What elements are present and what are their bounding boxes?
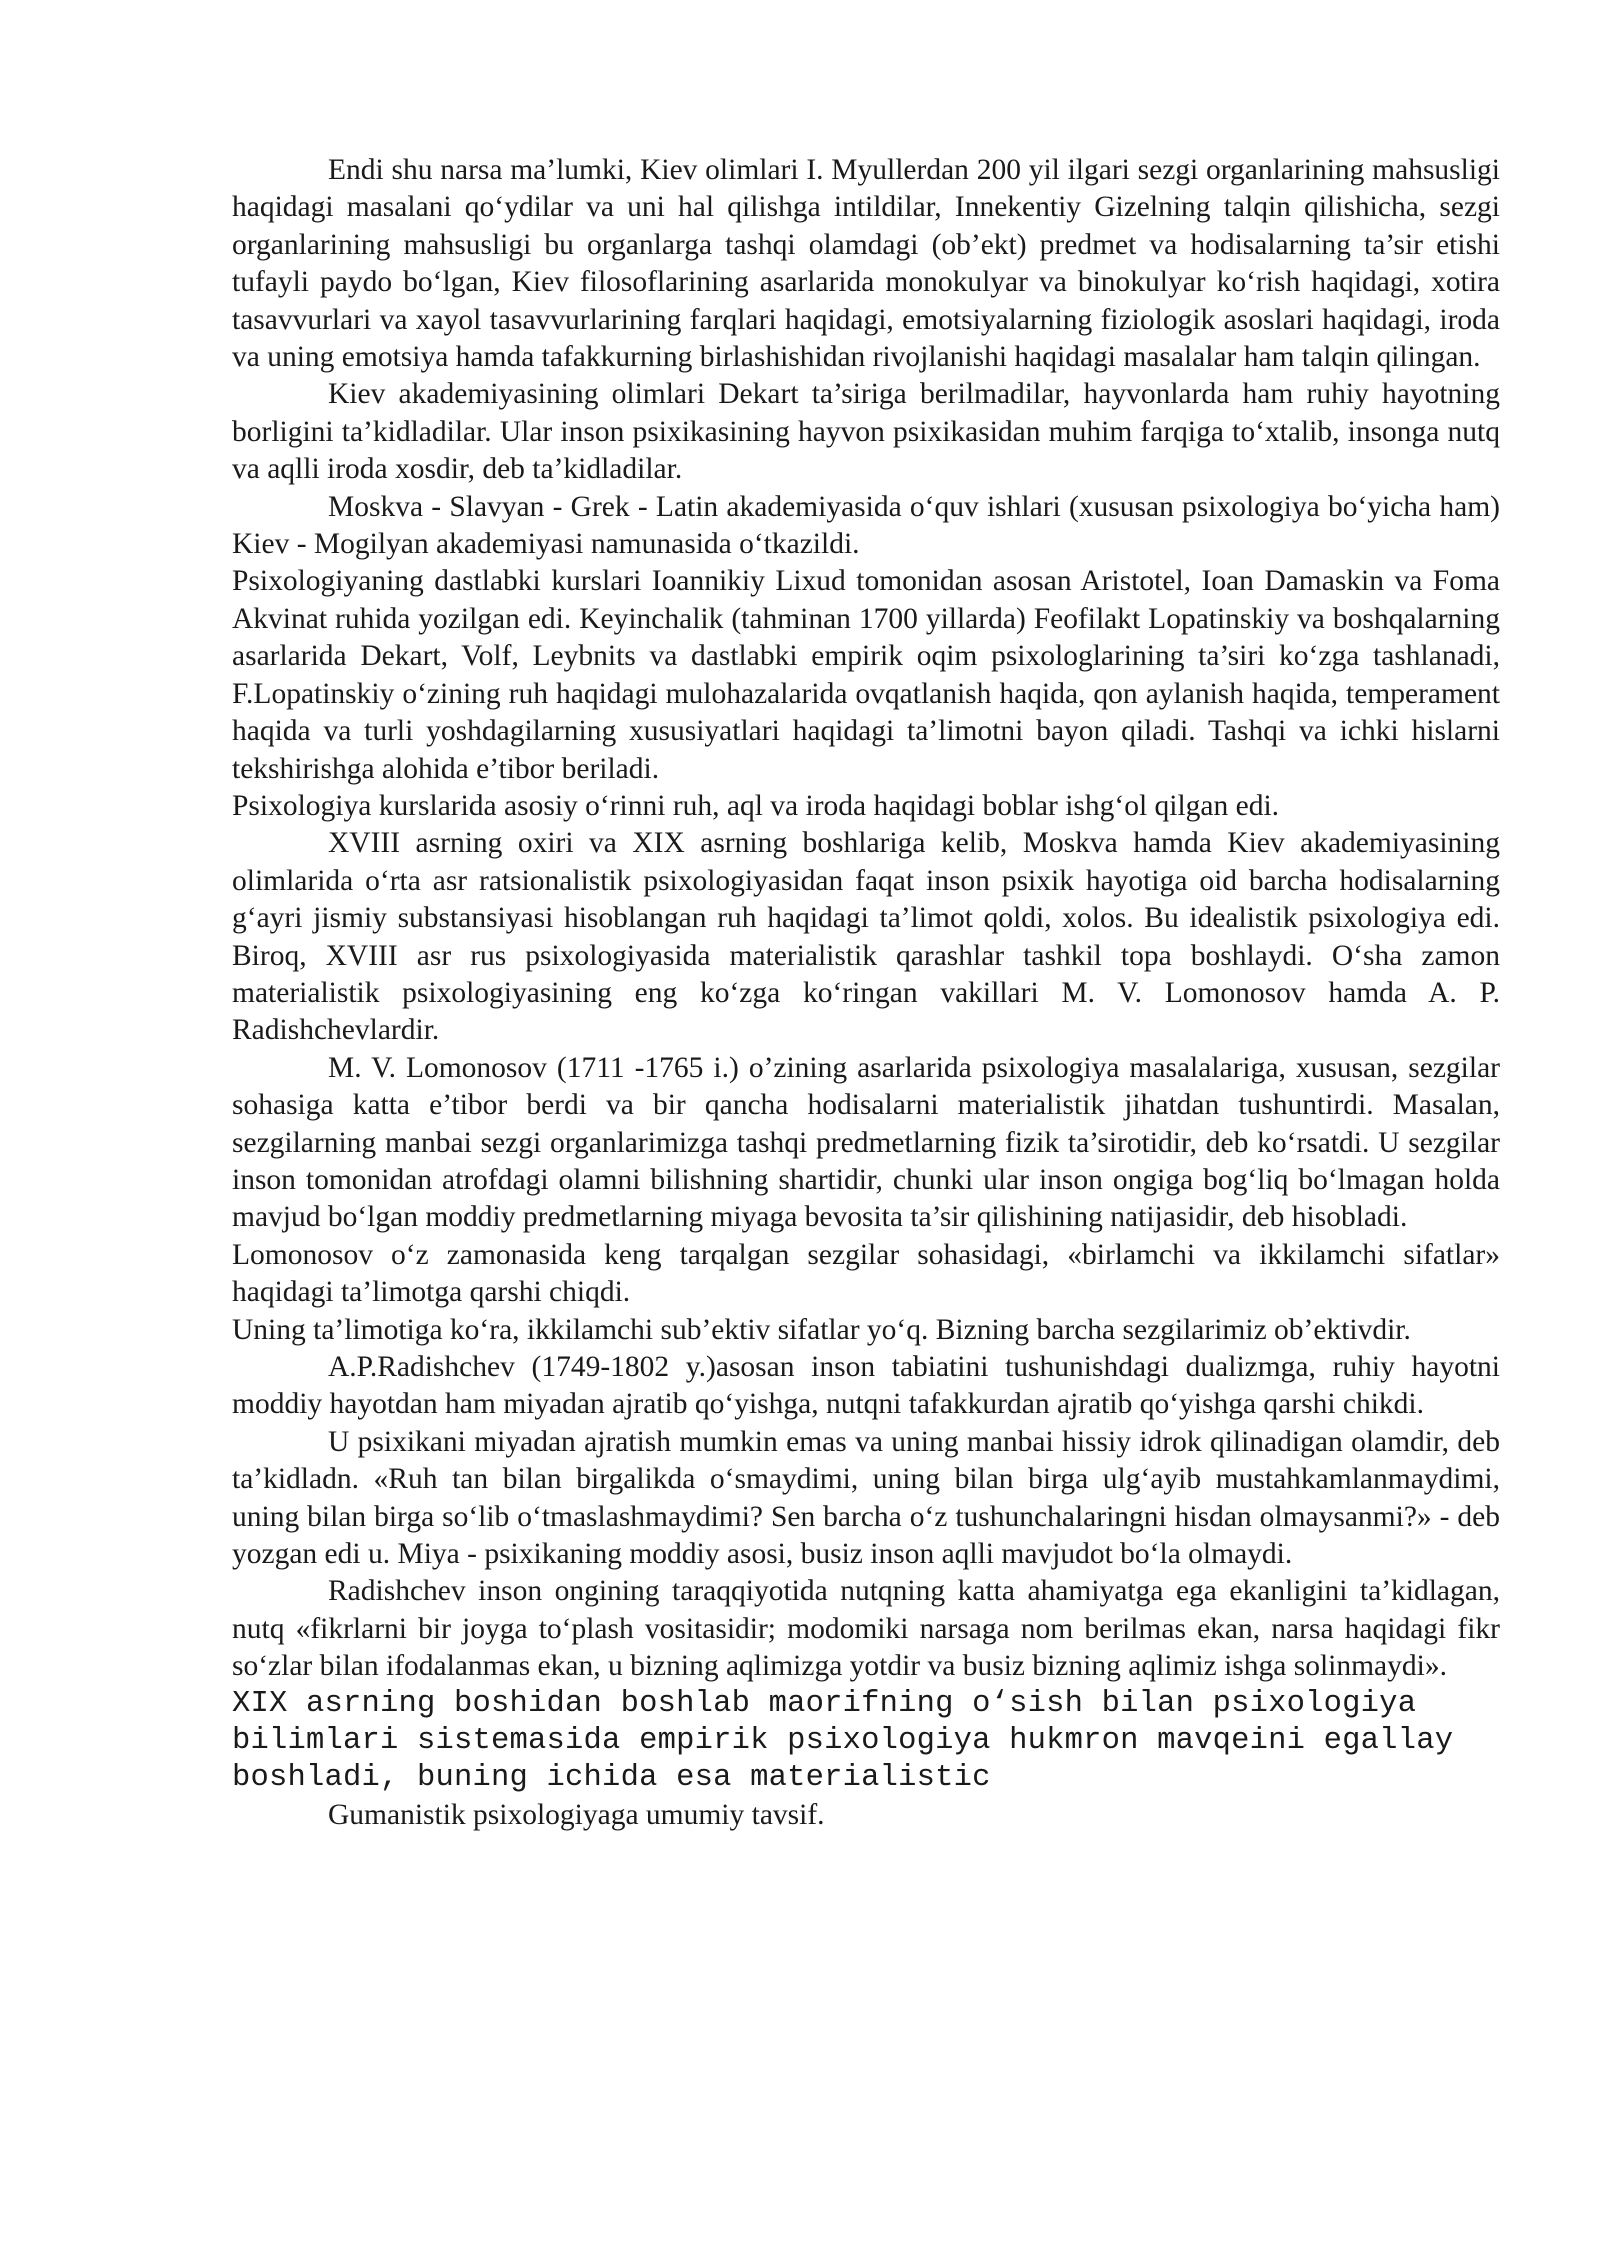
section-heading-humanistic: Gumanistik psixologiyaga umumiy tavsif. bbox=[328, 1798, 825, 1831]
paragraph-lomonosov: M. V. Lomonosov (1711 -1765 i.) o’zining asarlarida psixologiya masalalariga, xususan, sezgilar sohasiga katta e’tibor berdi va bir qancha hodisalarni materialistik jihatdan tushuntirdi. Masalan, sezgilarning manbai sezgi organlarimizga tashqi predmetlarning fizik ta’sirotidir, deb ko‘rsatdi. U sezgilar inson tomonidan atrofdagi olamni bilishning shartidir, chunki ular inson ongiga bog‘liq bo‘lmagan holda mavjud bo‘lgan moddiy predmetlarning miyaga bevosita ta’sir qilishining natijasidir, deb hisobladi. bbox=[232, 1051, 1500, 1234]
paragraph-course-topics: Psixologiya kurslarida asosiy o‘rinni ruh, aql va iroda haqidagi boblar ishg‘ol qilgan edi. bbox=[232, 789, 1280, 822]
paragraph-lomonosov-qualities: Lomonosov o‘z zamonasida keng tarqalgan sezgilar sohasidagi, «birlamchi va ikkilamchi sifatlar» haqidagi ta’limotga qarshi chiqdi. bbox=[232, 1238, 1500, 1309]
paragraph-radishchev-psyche: U psixikani miyadan ajratish mumkin emas va uning manbai hissiy idrok qilinadigan olamdir, deb ta’kidladn. «Ruh tan bilan birgalikda o‘smaydimi, uning bilan birga ulg‘ayib mustahkamlanmaydimi, uning bilan birga so‘lib o‘tmaslashmaydimi? Sen barcha o‘z tushunchalaringni hisdan olmaysanmi?» - deb yozgan edi u. Miya - psixikaning moddiy asosi, busiz inson aqlli mavjudot bo‘la olmaydi. bbox=[232, 1425, 1500, 1571]
paragraph-radishchev-speech: Radishchev inson ongining taraqqiyotida nutqning katta ahamiyatga ega ekanligini ta’kidlagan, nutq «fikrlarni bir joyga to‘plash vositasidir; modomiki narsaga nom berilmas ekan, narsa haqidagi fikr so‘zlar bilan ifodalanmas ekan, u bizning aqlimizga yotdir va busiz bizning aqlimiz ishga solinmaydi». bbox=[232, 1575, 1500, 1683]
paragraph-kiev-scholars: Endi shu narsa ma’lumki, Kiev olimlari I. Myullerdan 200 yil ilgari sezgi organlarining mahsusligi haqidagi masalani qo‘ydilar va uni hal qilishga intildilar, Innekentiy Gizelning talqin qilishicha, sezgi organlarining mahsusligi bu organlarga tashqi olamdagi (ob’ekt) predmet va hodisalarning ta’sir etishi tufayli paydo bo‘lgan, Kiev filosoflarining asarlarida monokulyar va binokulyar ko‘rish haqidagi, xotira tasavvurlari va xayol tasavvurlarining farqlari haqidagi, emotsiyalarning fiziologik asoslari haqidagi, iroda va uning emotsiya hamda tafakkurning birlashishidan rivojlanishi haqidagi masalalar ham talqin qilingan. bbox=[232, 154, 1500, 374]
paragraph-xix-century: XIX asrning boshidan boshlab maorifning o‘sish bilan psixologiya bilimlari sistemasida empirik psixologiya hukmron mavqeini egallay boshladi, buning ichida esa materialistic bbox=[232, 1686, 1454, 1795]
paragraph-xviii-century: XVIII asrning oxiri va XIX asrning boshlariga kelib, Moskva hamda Kiev akademiyasining olimlarida o‘rta asr ratsionalistik psixologiyasidan faqat inson psixik hayotiga oid barcha hodisalarning g‘ayri jismiy substansiyasi hisoblangan ruh haqidagi ta’limot qoldi, xolos. Bu idealistik psixologiya edi. Biroq, XVIII asr rus psixologiyasida materialistik qarashlar tashkil topa boshlaydi. O‘sha zamon materialistik psixologiyasining eng ko‘zga ko‘ringan vakillari M. V. Lomonosov hamda A. P. Radishchevlardir. bbox=[232, 827, 1500, 1047]
paragraph-moscow-academy: Moskva - Slavyan - Grek - Latin akademiyasida o‘quv ishlari (xususan psixologiya bo‘yicha ham) Kiev - Mogilyan akademiyasi namunasida o‘tkazildi. bbox=[232, 490, 1500, 561]
paragraph-radishchev: A.P.Radishchev (1749-1802 y.)asosan inson tabiatini tushunishdagi dualizmga, ruhiy hayotni moddiy hayotdan ham miyadan ajratib qo‘yishga, nutqni tafakkurdan ajratib qo‘yishga qarshi chikdi. bbox=[232, 1351, 1500, 1421]
document-page bbox=[232, 152, 1500, 1834]
paragraph-kiev-academy-dekart: Kiev akademiyasining olimlari Dekart ta’siriga berilmadilar, hayvonlarda ham ruhiy hayotning borligini ta’kidladilar. Ular inson psixikasining hayvon psixikasidan muhim farqiga to‘xtalib, insonga nutq va aqlli iroda xosdir, deb ta’kidladilar. bbox=[232, 378, 1500, 486]
paragraph-lomonosov-doctrine: Uning ta’limotiga ko‘ra, ikkilamchi sub’ektiv sifatlar yo‘q. Bizning barcha sezgilarimiz ob’ektivdir. bbox=[232, 1313, 1411, 1346]
paragraph-first-courses: Psixologiyaning dastlabki kurslari Ioannikiy Lixud tomonidan asosan Aristotel, Ioan Damaskin va Foma Akvinat ruhida yozilgan edi. Keyinchalik (tahminan 1700 yillarda) Feofilakt Lopatinskiy va boshqalarning asarlarida Dekart, Volf, Leybnits va dastlabki empirik oqim psixologlarining ta’siri ko‘zga tashlanadi, F.Lopatinskiy o‘zining ruh haqidagi mulohazalarida ovqatlanish haqida, qon aylanish haqida, temperament haqida va turli yoshdagilarning xususiyatlari haqidagi ta’limotni bayon qiladi. Tashqi va ichki hislarni tekshirishga alohida e’tibor beriladi. bbox=[232, 565, 1500, 785]
